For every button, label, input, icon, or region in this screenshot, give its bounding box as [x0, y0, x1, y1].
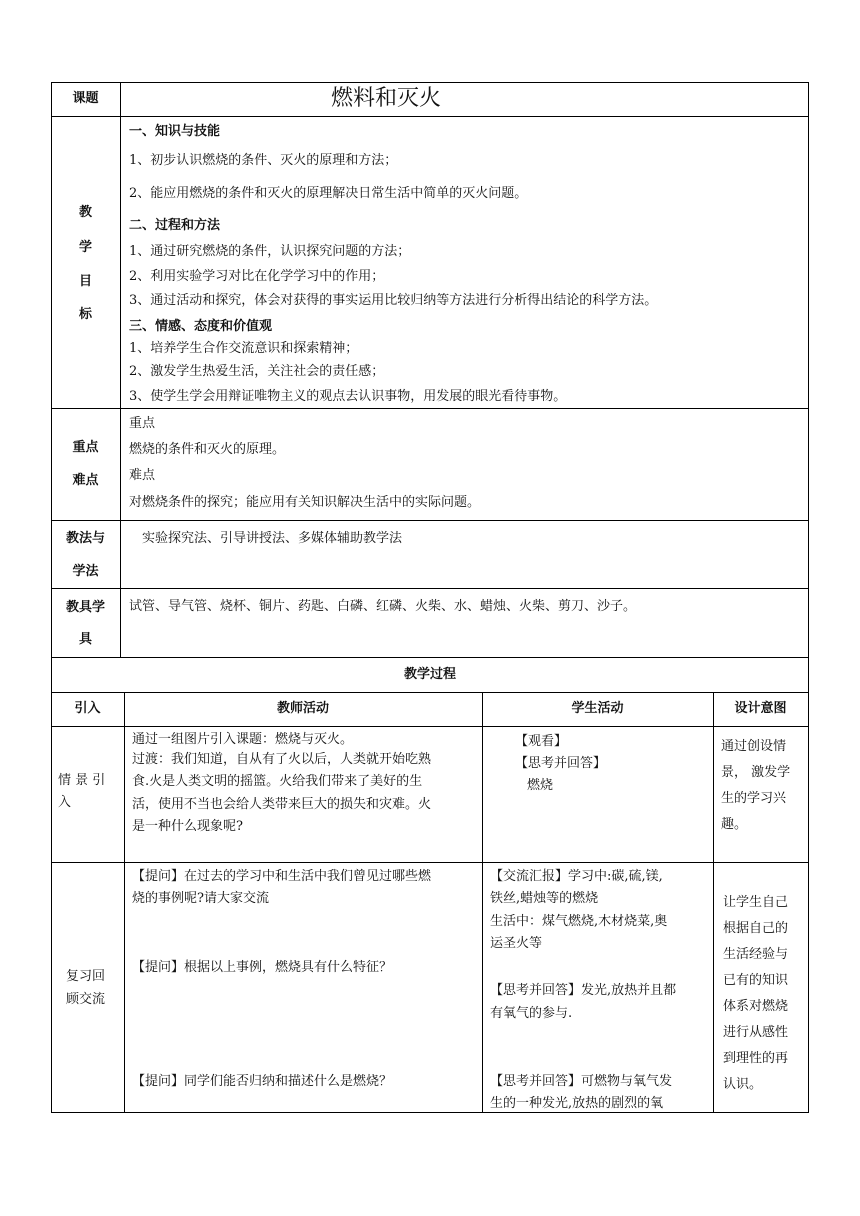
intent-line: 通过创设情: [721, 739, 787, 754]
intent-line: 景， 激发学: [721, 765, 791, 780]
intent-line: 体系对燃烧: [723, 999, 789, 1014]
keypoint-label: 重点: [72, 440, 99, 455]
tools-label: 教具学: [65, 600, 105, 615]
teacher-line: 活，使用不当也会给人类带来巨大的损失和灾难。火: [132, 797, 432, 812]
student-answer: 生活中：煤气燃烧,木材烧菜,奥: [490, 914, 668, 929]
objective-item: 1、初步认识燃烧的条件、灭火的原理和方法；: [129, 153, 398, 168]
teacher-question: 【提问】在过去的学习中和生活中我们曾见过哪些燃: [132, 869, 432, 884]
student-line: 燃烧: [527, 778, 554, 793]
teacher-line: 食.火是人类文明的摇篮。火给我们带来了美好的生: [132, 774, 423, 789]
tools-label: 具: [78, 632, 92, 647]
methods-label: 学法: [72, 564, 99, 579]
process-title: 教学过程: [403, 667, 456, 682]
teacher-line: 通过一组图片引入课题：燃烧与灭火。: [132, 732, 354, 747]
objective-item: 2、激发学生热爱生活，关注社会的责任感；: [129, 364, 385, 379]
intent-line: 让学生自己: [723, 895, 789, 910]
tools-text: 试管、导气管、烧杯、铜片、药匙、白磷、红磷、火柴、水、蜡烛、火柴、剪刀、沙子。: [129, 599, 637, 614]
intent-line: 认识。: [723, 1077, 763, 1092]
column-header: 引入: [74, 701, 101, 716]
methods-text: 实验探究法、引导讲授法、多媒体辅助教学法: [142, 531, 403, 546]
objective-item: 3、通过活动和探究，体会对获得的事实运用比较归纳等方法进行分析得出结论的科学方法。: [129, 293, 658, 308]
column-header: 设计意图: [734, 701, 787, 716]
student-answer: 铁丝,蜡烛等的燃烧: [490, 891, 599, 906]
teacher-question: 【提问】根据以上事例，燃烧具有什么特征？: [132, 960, 393, 975]
keypoint-text: 燃烧的条件和灭火的原理。: [129, 442, 286, 457]
objectives-label-char: 目: [78, 274, 92, 289]
intent-line: 根据自己的: [723, 921, 789, 936]
intent-line: 生活经验与: [723, 947, 789, 962]
stage-cell: 顾交流: [66, 992, 106, 1007]
intent-line: 趣。: [721, 817, 748, 832]
intent-line: 已有的知识: [723, 973, 789, 988]
objective-item: 2、能应用燃烧的条件和灭火的原理解决日常生活中简单的灭火问题。: [129, 186, 528, 201]
teacher-line: 过渡：我们知道，自从有了火以后，人类就开始吃熟: [132, 752, 432, 767]
column-header: 学生活动: [571, 701, 624, 716]
subject-label: 课题: [72, 91, 99, 106]
methods-label: 教法与: [65, 531, 105, 546]
difficulty-text: 对燃烧条件的探究；能应用有关知识解决生活中的实际问题。: [129, 495, 481, 510]
student-line: 【思考并回答】: [515, 756, 607, 771]
student-answer: 生的一种发光,放热的剧烈的氧: [490, 1096, 664, 1111]
intent-line: 进行从感性: [723, 1025, 789, 1040]
objective-item: 1、通过研究燃烧的条件，认识探究问题的方法；: [129, 244, 411, 259]
difficulty-title: 难点: [129, 468, 156, 483]
objective-item: 2、利用实验学习对比在化学学习中的作用；: [129, 269, 385, 284]
difficulty-label: 难点: [72, 473, 99, 488]
objectives-label-char: 标: [78, 307, 92, 322]
student-answer: 【思考并回答】可燃物与氧气发: [490, 1074, 673, 1089]
section-heading: 三、情感、态度和价值观: [129, 319, 273, 334]
column-header: 教师活动: [276, 701, 329, 716]
objective-item: 3、使学生学会用辩证唯物主义的观点去认识事物，用发展的眼光看待事物。: [129, 389, 567, 404]
student-answer: 有氧气的参与.: [490, 1006, 573, 1021]
teacher-question: 【提问】同学们能否归纳和描述什么是燃烧？: [132, 1074, 393, 1089]
student-answer: 运圣火等: [490, 936, 543, 951]
intent-line: 到理性的再: [723, 1051, 789, 1066]
teacher-question: 烧的事例呢?请大家交流: [132, 891, 269, 906]
stage-cell: 复习回: [66, 969, 106, 984]
stage-cell: 情 景 引 入: [58, 773, 106, 810]
objectives-label-char: 学: [78, 240, 92, 255]
section-heading: 一、知识与技能: [129, 124, 221, 139]
objective-item: 1、培养学生合作交流意识和探索精神；: [129, 341, 359, 356]
keypoint-title: 重点: [129, 416, 156, 431]
student-line: 【观看】: [515, 734, 568, 749]
page-title: 燃料和灭火: [331, 86, 442, 111]
objectives-label-char: 教: [78, 205, 92, 220]
teacher-line: 是一种什么现象呢?: [132, 819, 243, 834]
section-heading: 二、过程和方法: [129, 218, 221, 233]
student-answer: 【思考并回答】发光,放热并且都: [490, 983, 677, 998]
student-answer: 【交流汇报】学习中:碳,硫,镁,: [490, 869, 663, 884]
intent-line: 生的学习兴: [721, 791, 787, 806]
